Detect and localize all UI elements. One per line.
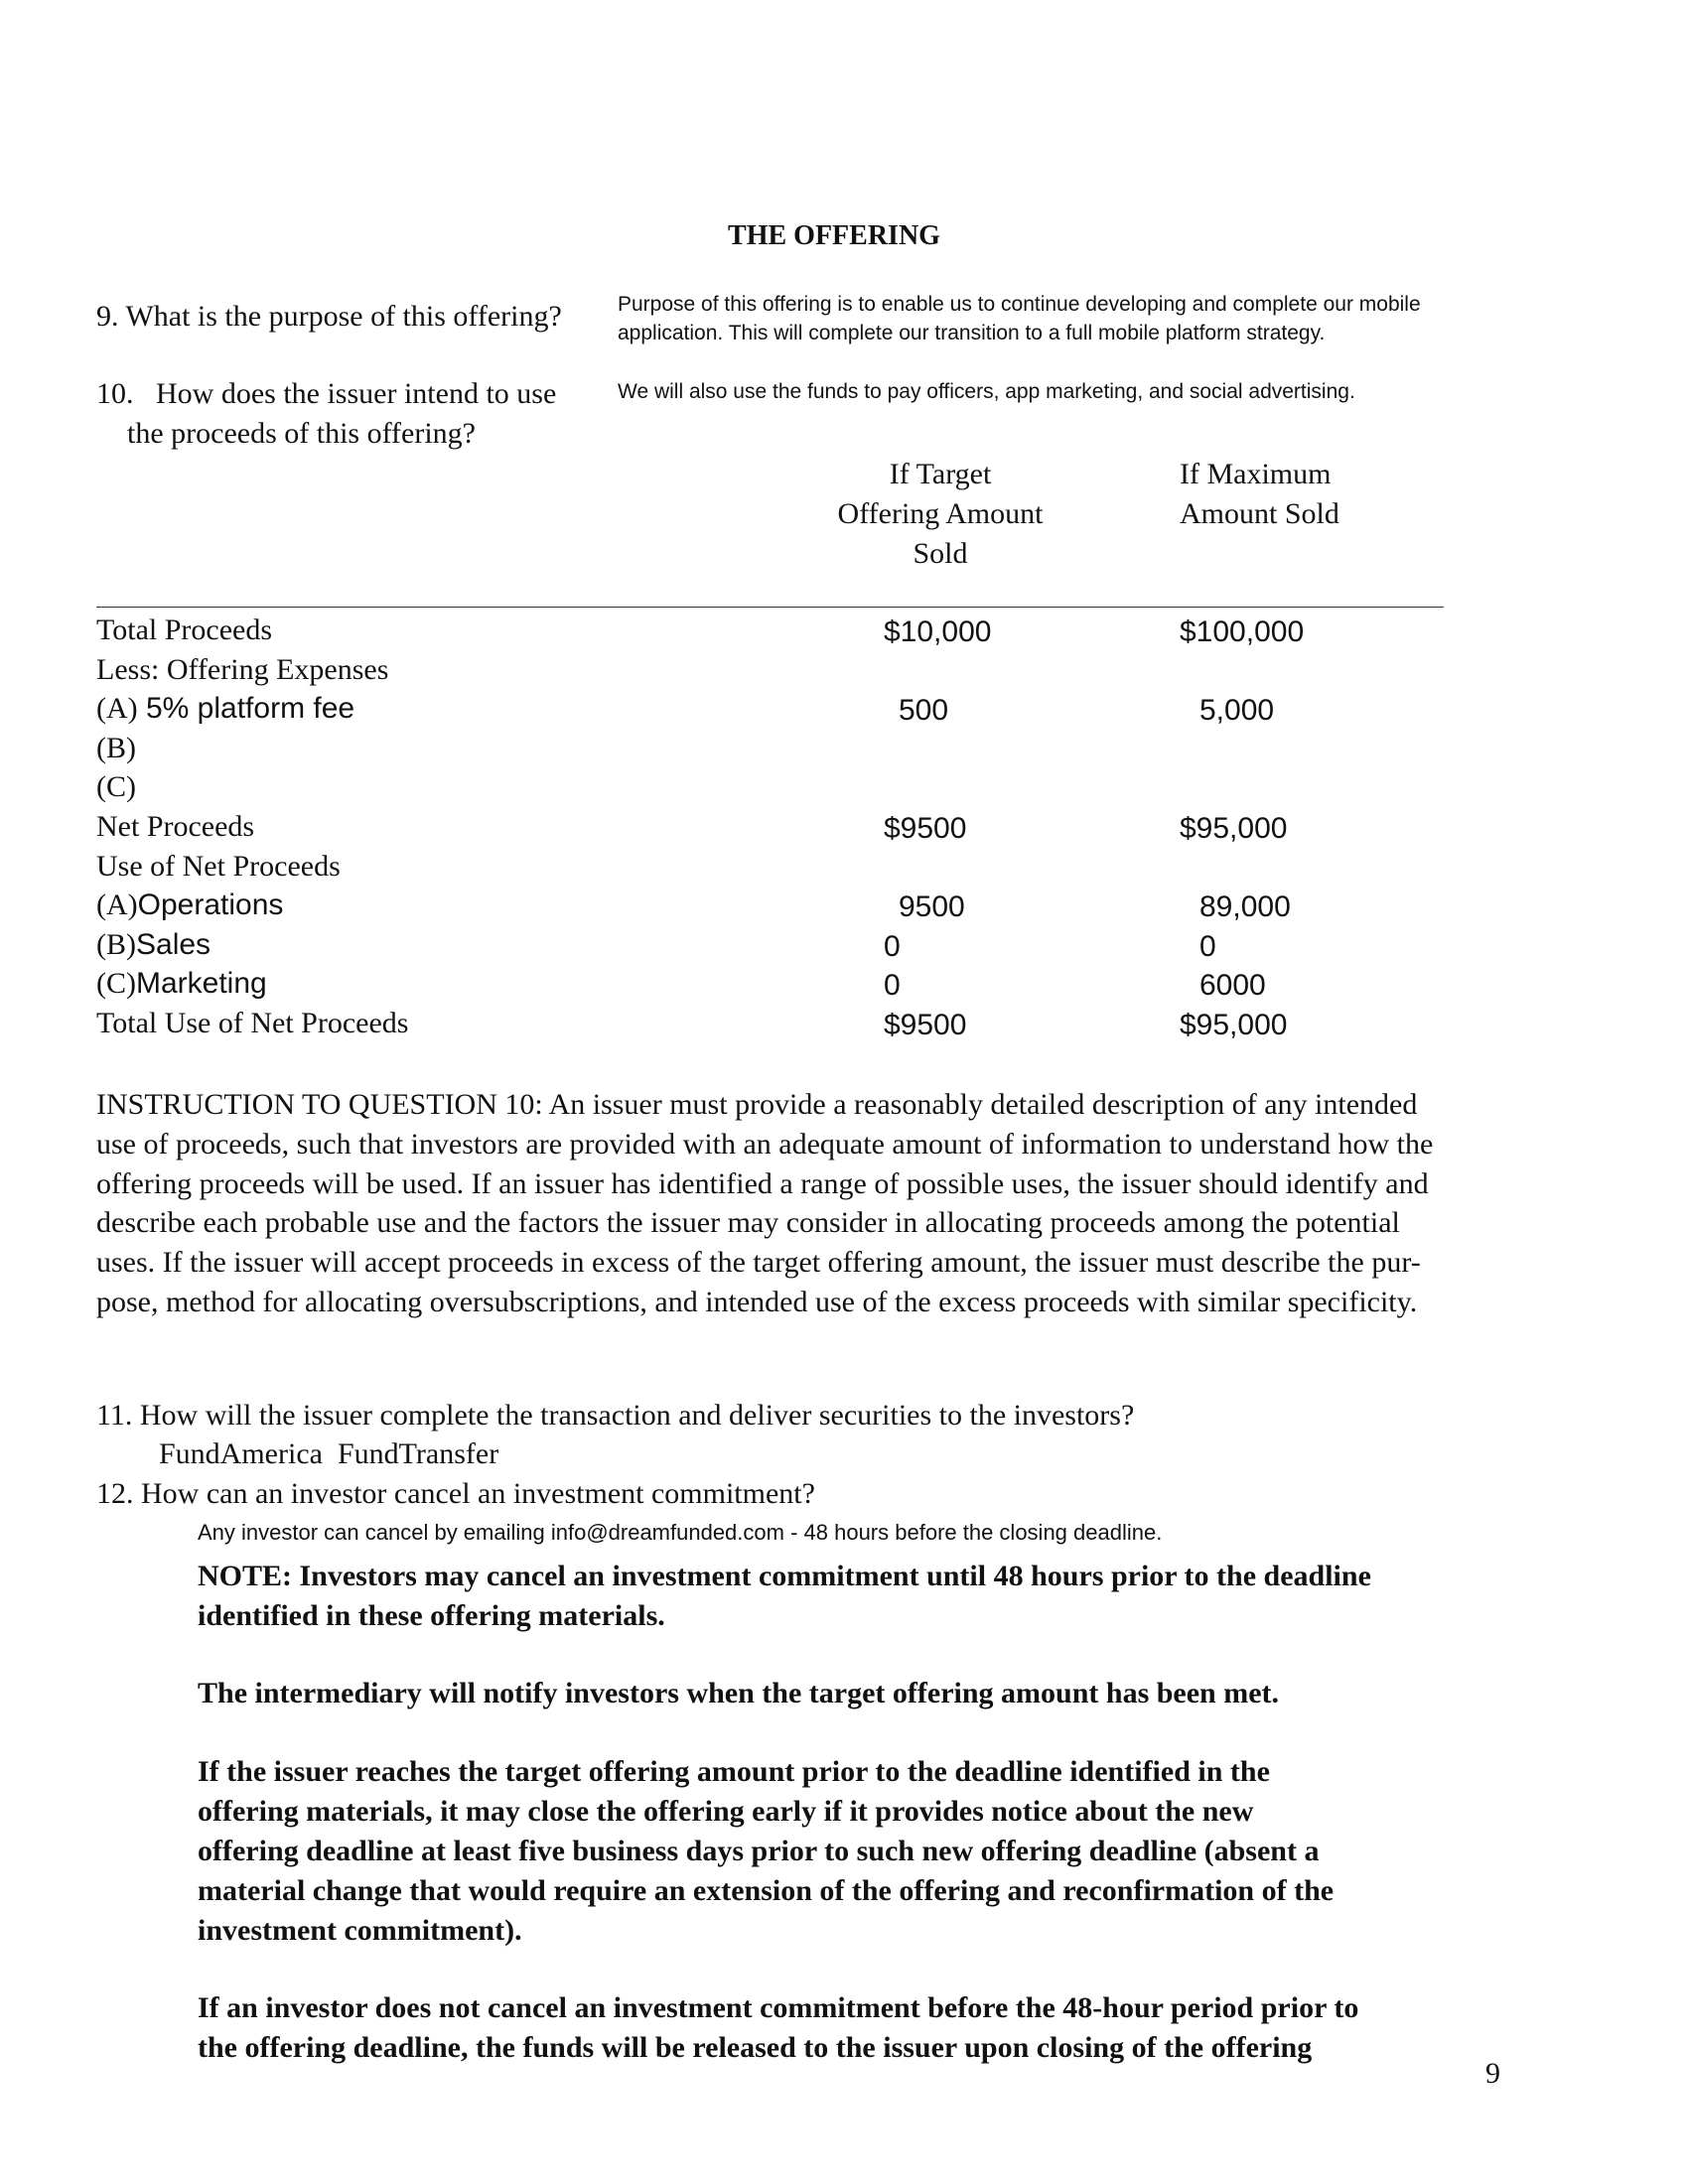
header-maximum-line-2: Amount Sold: [1180, 497, 1339, 530]
note-line: The intermediary will notify investors when the target offering amount has been met.: [198, 1677, 1280, 1709]
row-fill-value: Sales: [136, 927, 211, 961]
cell-target: $9500: [884, 1009, 967, 1041]
q10-question-line-2: the proceeds of this offering?: [127, 417, 476, 450]
cell-maximum: 6000: [1199, 969, 1266, 1003]
cell-maximum: $95,000: [1180, 1009, 1288, 1041]
note-line: If the issuer reaches the target offering amount prior to the deadline identified in the: [198, 1755, 1270, 1788]
cell-maximum: 89,000: [1199, 890, 1291, 924]
q9-answer-line-2: application. This will complete our transition to a full mobile platform strategy.: [618, 322, 1326, 344]
row-prefix: (C): [96, 967, 136, 1001]
cell-target: 500: [899, 694, 949, 728]
row-prefix: (C): [96, 770, 136, 804]
row-fill-value: Operations: [137, 888, 284, 922]
q9-answer: [618, 290, 1421, 347]
table-row-label: [96, 810, 254, 844]
q12-question: 12. How can an investor cancel an investment commitment?: [96, 1477, 815, 1510]
instruction-line: pose, method for allocating oversubscriptions, and intended use of the excess proceeds with similar specificity.: [96, 1285, 1418, 1318]
note-line: offering materials, it may close the offering early if it provides notice about the new: [198, 1795, 1254, 1828]
header-target-line-2: Offering Amount: [837, 497, 1044, 530]
q10-answer: We will also use the funds to pay officers, app marketing, and social advertising.: [618, 380, 1355, 403]
row-prefix: Total Use of Net Proceeds: [96, 1007, 409, 1039]
header-maximum-line-1: If Maximum: [1180, 458, 1332, 490]
table-row-label: [96, 770, 136, 804]
note-cancel: [198, 1557, 1371, 1636]
table-row-label: [96, 1007, 408, 1040]
row-prefix: Net Proceeds: [96, 810, 255, 843]
q10-question-line-1: 10. How does the issuer intend to use: [96, 377, 557, 410]
table-row-label: [96, 692, 354, 726]
q11-question: 11. How will the issuer complete the transaction and deliver securities to the investors?: [96, 1399, 1135, 1432]
table-row-label: [96, 967, 267, 1001]
note-line: offering deadline at least five business days prior to such new offering deadline (absent a: [198, 1835, 1320, 1867]
section-title: THE OFFERING: [728, 220, 940, 251]
note-notify: [198, 1674, 1279, 1713]
row-prefix: (B): [96, 927, 136, 961]
instruction-line: INSTRUCTION TO QUESTION 10: An issuer must provide a reasonably detailed description of any intended: [96, 1088, 1418, 1121]
row-prefix: (B): [96, 731, 136, 764]
cell-target: $10,000: [884, 615, 992, 648]
note-line: material change that would require an extension of the offering and reconfirmation of the: [198, 1874, 1335, 1907]
header-maximum: [1180, 455, 1339, 534]
instruction-line: offering proceeds will be used. If an issuer has identified a range of possible uses, the issuer should identify and: [96, 1166, 1429, 1200]
note-line: NOTE: Investors may cancel an investment commitment until 48 hours prior to the deadline: [198, 1560, 1371, 1592]
row-prefix: Less: Offering Expenses: [96, 652, 389, 686]
table-row-label: [96, 850, 341, 884]
instruction-line: use of proceeds, such that investors are provided with an adequate amount of information to understand how the: [96, 1127, 1434, 1160]
table-row-label: [96, 888, 283, 922]
table-row-label: [96, 614, 272, 647]
cell-maximum: 0: [1199, 929, 1216, 963]
cell-maximum: $95,000: [1180, 812, 1288, 845]
row-prefix: Total Proceeds: [96, 614, 273, 646]
q12-answer: Any investor can cancel by emailing info@dreamfunded.com - 48 hours before the closing deadline.: [198, 1520, 1163, 1545]
row-prefix: (A): [96, 692, 138, 726]
note-line: If an investor does not cancel an investment commitment before the 48-hour period prior to: [198, 1991, 1359, 2024]
q11-answer: FundAmerica FundTransfer: [159, 1437, 499, 1470]
q9-answer-line-1: Purpose of this offering is to enable us to continue developing and complete our mobile: [618, 293, 1421, 316]
table-row-label: [96, 732, 136, 765]
row-fill-value: Marketing: [136, 967, 267, 1001]
instruction-q10: [96, 1085, 1586, 1322]
note-line: the offering deadline, the funds will be released to the issuer upon closing of the offering: [198, 2031, 1313, 2064]
header-target: [791, 455, 1089, 574]
q9-question: 9. What is the purpose of this offering?: [96, 300, 562, 333]
table-row-label: [96, 928, 211, 962]
table-row-label: [96, 653, 388, 687]
note-line: investment commitment).: [198, 1914, 522, 1947]
header-target-line-3: Sold: [913, 537, 968, 570]
cell-target: $9500: [884, 812, 967, 845]
instruction-line: uses. If the issuer will accept proceeds in excess of the target offering amount, the issuer must describe the pur-: [96, 1246, 1421, 1280]
note-line: identified in these offering materials.: [198, 1599, 665, 1632]
cell-target: 0: [884, 929, 901, 963]
note-early-close: [198, 1752, 1334, 1951]
page-number: 9: [1485, 2057, 1500, 2090]
row-prefix: (A): [96, 888, 138, 922]
cell-maximum: 5,000: [1199, 694, 1275, 728]
table-header-rule: [96, 607, 1444, 608]
cell-maximum: $100,000: [1180, 615, 1305, 648]
row-fill-value: 5% platform fee: [137, 692, 355, 726]
cell-target: 0: [884, 969, 901, 1003]
cell-target: 9500: [899, 890, 965, 924]
instruction-line: describe each probable use and the factors the issuer may consider in allocating proceeds among the potential: [96, 1206, 1400, 1240]
header-target-line-1: If Target: [889, 458, 992, 490]
note-release-funds: [198, 1988, 1358, 2068]
row-prefix: Use of Net Proceeds: [96, 849, 341, 883]
